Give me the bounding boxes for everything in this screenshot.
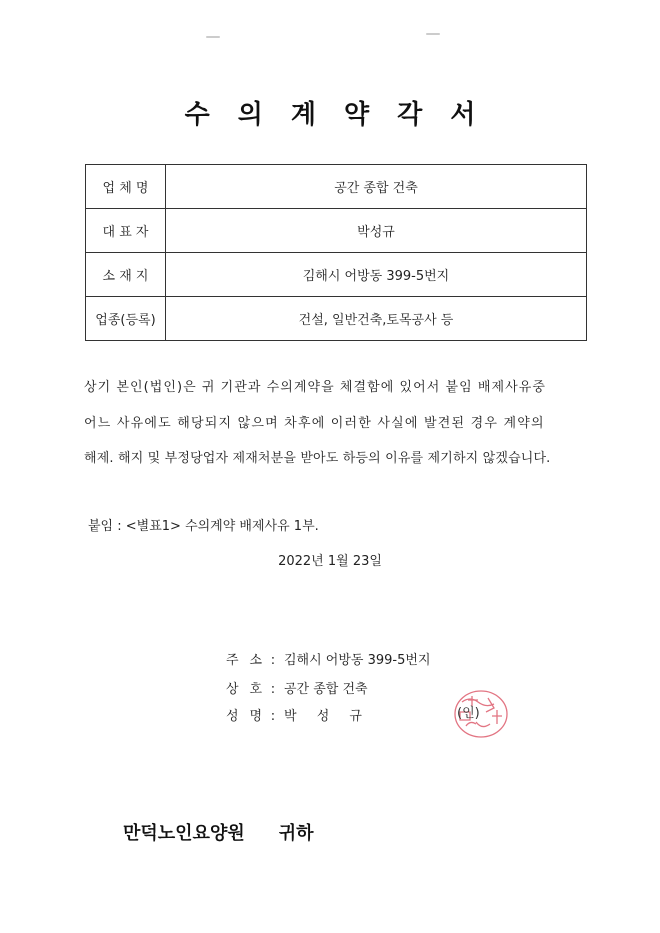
company-value: 공간 종합 건축 bbox=[284, 682, 368, 697]
info-table bbox=[85, 164, 587, 341]
statement-line: 상기 본인(법인)은 귀 기관과 수의계약을 체결함에 있어서 붙임 배제사유중 bbox=[84, 380, 546, 395]
document-title: 수의계약각서 bbox=[184, 100, 504, 130]
table-row bbox=[86, 209, 587, 253]
statement-line: 해제. 해지 및 부정당업자 제재처분을 받아도 하등의 이유를 제기하지 않겠습니다. bbox=[84, 451, 551, 466]
company-name-label: 업 체 명 bbox=[86, 165, 166, 209]
seal-mark: (인) bbox=[457, 706, 480, 721]
table-row bbox=[86, 253, 587, 297]
company-label: 상 호 bbox=[226, 682, 262, 697]
representative-value: 박성규 bbox=[166, 209, 587, 253]
location-label: 소 재 지 bbox=[86, 253, 166, 297]
company-name-value: 공간 종합 건축 bbox=[166, 165, 587, 209]
separator: : bbox=[270, 653, 276, 668]
representative-label: 대 표 자 bbox=[86, 209, 166, 253]
addressee-suffix: 귀하 bbox=[278, 823, 314, 844]
business-type-label: 업종(등록) bbox=[86, 297, 166, 341]
statement-line: 어느 사유에도 해당되지 않으며 차후에 이러한 사실에 발견된 경우 계약의 bbox=[84, 415, 545, 431]
separator: : bbox=[270, 682, 276, 697]
scan-speck bbox=[426, 33, 440, 35]
attachment-note: 붙임 : <별표1> 수의계약 배제사유 1부. bbox=[88, 519, 319, 534]
business-type-value: 건설, 일반건축,토목공사 등 bbox=[166, 297, 587, 341]
table-row bbox=[86, 165, 587, 209]
addressee bbox=[123, 819, 314, 845]
document-date: 2022년 1월 23일 bbox=[278, 554, 382, 569]
signature-name-row bbox=[226, 705, 370, 724]
table-row bbox=[86, 297, 587, 341]
addressee-name: 만덕노인요양원 bbox=[123, 823, 245, 844]
name-label: 성 명 bbox=[226, 709, 262, 724]
scan-speck bbox=[206, 36, 220, 38]
signature-company-row bbox=[226, 678, 368, 697]
address-value: 김해시 어방동 399-5번지 bbox=[284, 653, 431, 668]
address-label: 주 소 bbox=[226, 653, 262, 668]
signature-address-row bbox=[226, 649, 431, 668]
separator: : bbox=[270, 709, 276, 724]
statement-paragraph bbox=[84, 370, 589, 477]
name-value: 박 성 규 bbox=[284, 709, 370, 724]
location-value: 김해시 어방동 399-5번지 bbox=[166, 253, 587, 297]
